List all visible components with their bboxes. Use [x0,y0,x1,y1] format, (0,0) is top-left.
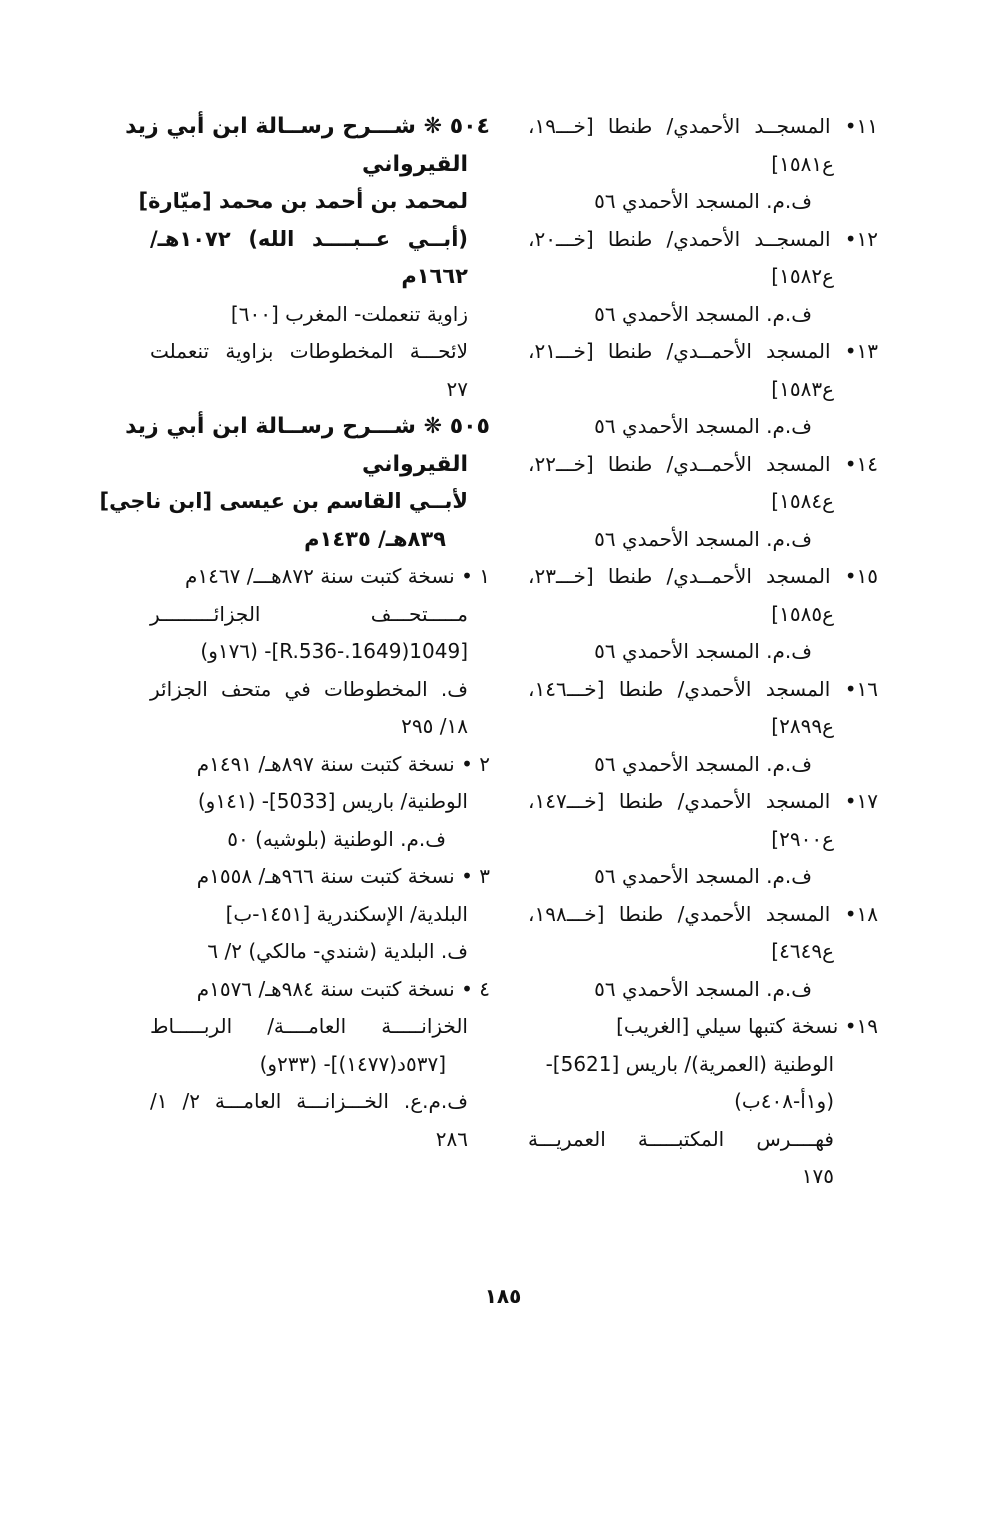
right-column-line: ١٧• المسجد الأحمدي/ طنطا [خـــ١٤٧، [528,789,878,813]
left-column-line: القيرواني [361,151,468,177]
right-column-line: ١٩• نسخة كتبها سيلي [الغريب] [616,1014,878,1038]
right-column-line: ١٨• المسجد الأحمدي/ طنطا [خـــ١٩٨، [528,901,878,926]
right-column-line: ف.م. المسجد الأحمدي ٥٦ [594,301,812,326]
right-column-line: ف.م. المسجد الأحمدي ٥٦ [594,189,812,213]
left-column-line: لأبــي القاسم بن عيسى [ابن ناجي] [99,489,468,513]
right-column-line: ١٣• المسجد الأحمــدي/ طنطا [خـــ٢١، [528,339,878,363]
left-column-line: الوطنية/ باريس [5033]- (١٤١و) [197,789,468,813]
left-column-line: ٥٠٤ ❋ شـــرح رســالة ابن أبي زيد [125,114,490,139]
left-column-line: مـــــتحـــف الجزائـــــــــر [150,601,468,626]
left-column-line: القيرواني [361,451,468,477]
left-column [99,108,490,1158]
right-column-line: (و١أ-٤٠٨ب) [734,1089,834,1113]
left-column-line: لائحـــة المخطوطات بزاوية تنعملت [150,339,468,363]
right-column-line: ١١• المسجــد الأحمدي/ طنطا [خـــ١٩، [528,114,878,138]
left-column-line: ٢٧ [446,376,468,401]
left-column-line: ٨٣٩هـ/ ١٤٣٥م [304,526,446,551]
right-column-line: ع١٥٨٥] [771,601,834,626]
right-column-line: ف.م. المسجد الأحمدي ٥٦ [594,976,812,1001]
right-column-line: ع٢٨٩٩] [771,714,834,738]
right-column-line: ١٧٥ [801,1164,834,1188]
right-column-line: ع١٥٨٢] [771,264,834,288]
right-column-line: ع١٥٨٣] [771,376,834,401]
left-column-line: ٤ • نسخة كتبت سنة ٩٨٤هـ/ ١٥٧٦م [196,976,490,1001]
right-column-line: ١٢• المسجــد الأحمدي/ طنطا [خـــ٢٠، [528,226,878,251]
left-column-line: البلدية/ الإسكندرية [١٤٥١-ب] [225,901,468,926]
left-column-line: ١ • نسخة كتبت سنة ٨٧٢هـــ/ ١٤٦٧م [185,564,490,588]
right-column-line: ف.م. المسجد الأحمدي ٥٦ [594,751,812,776]
left-column-line: ف.م. الوطنية (بلوشيه) ٥٠ [227,826,446,851]
left-column-line: ف. المخطوطات في متحف الجزائر [150,676,468,701]
left-column-line: ١٦٦٢م [401,264,468,288]
left-column-line: ٢٨٦ [435,1126,468,1151]
right-column-line: ف.م. المسجد الأحمدي ٥٦ [594,526,812,551]
left-column-line: زاوية تنعملت- المغرب [٦٠٠] [230,301,468,326]
right-column-line: ف.م. المسجد الأحمدي ٥٦ [594,864,812,888]
left-column-line: (أبــي عــبــــد الله) ١٠٧٢هـ/ [150,226,468,251]
right-column-line: ف.م. المسجد الأحمدي ٥٦ [594,414,812,438]
right-column-line: الوطنية (العمرية)/ باريس [5621]- [545,1051,834,1076]
left-column-line: الخزانـــــة العامــــة/ الربـــــاط [150,1014,468,1038]
right-column-line: ١٦• المسجد الأحمدي/ طنطا [خـــ١٤٦، [528,676,878,701]
right-column-line: فهــــرس المكتبـــــة العمريـــة [528,1126,834,1151]
page-number: ١٨٥ [484,1284,522,1308]
right-column-line: ع٤٦٤٩] [771,939,834,963]
right-column-line: ف.م. المسجد الأحمدي ٥٦ [594,639,812,663]
right-column-line: ع٢٩٠٠] [771,826,834,851]
left-column-line: ١٨/ ٢٩٥ [401,714,468,738]
left-column-line: ٣ • نسخة كتبت سنة ٩٦٦هـ/ ١٥٥٨م [196,864,490,888]
left-column-line: ٥٠٥ ❋ شـــرح رســالة ابن أبي زيد [125,414,490,439]
right-column-line: ع١٥٨١] [771,151,834,176]
right-column [528,108,878,1196]
left-column-line: ٢ • نسخة كتبت سنة ٨٩٧هـ/ ١٤٩١م [196,751,490,776]
right-column-line: ١٤• المسجد الأحمــدي/ طنطا [خـــ٢٢، [528,451,878,476]
left-column-line: ف. البلدية (شندي- مالكي) ٢/ ٦ [207,939,468,963]
right-column-line: ع١٥٨٤] [771,489,834,513]
left-column-line: لمحمد بن أحمد بن محمد [ميّارة] [138,189,468,213]
left-column-line: [٥٣٧د(١٤٧٧)]- (٢٣٣و) [259,1051,446,1076]
left-column-line: ف.م.ع. الخـــزانـــة العامـــة ٢/ ١/ [150,1089,468,1113]
left-column-line: [R.536-.1649)1049]- (١٧٦و) [200,639,468,663]
right-column-line: ١٥• المسجد الأحمــدي/ طنطا [خـــ٢٣، [528,564,878,588]
